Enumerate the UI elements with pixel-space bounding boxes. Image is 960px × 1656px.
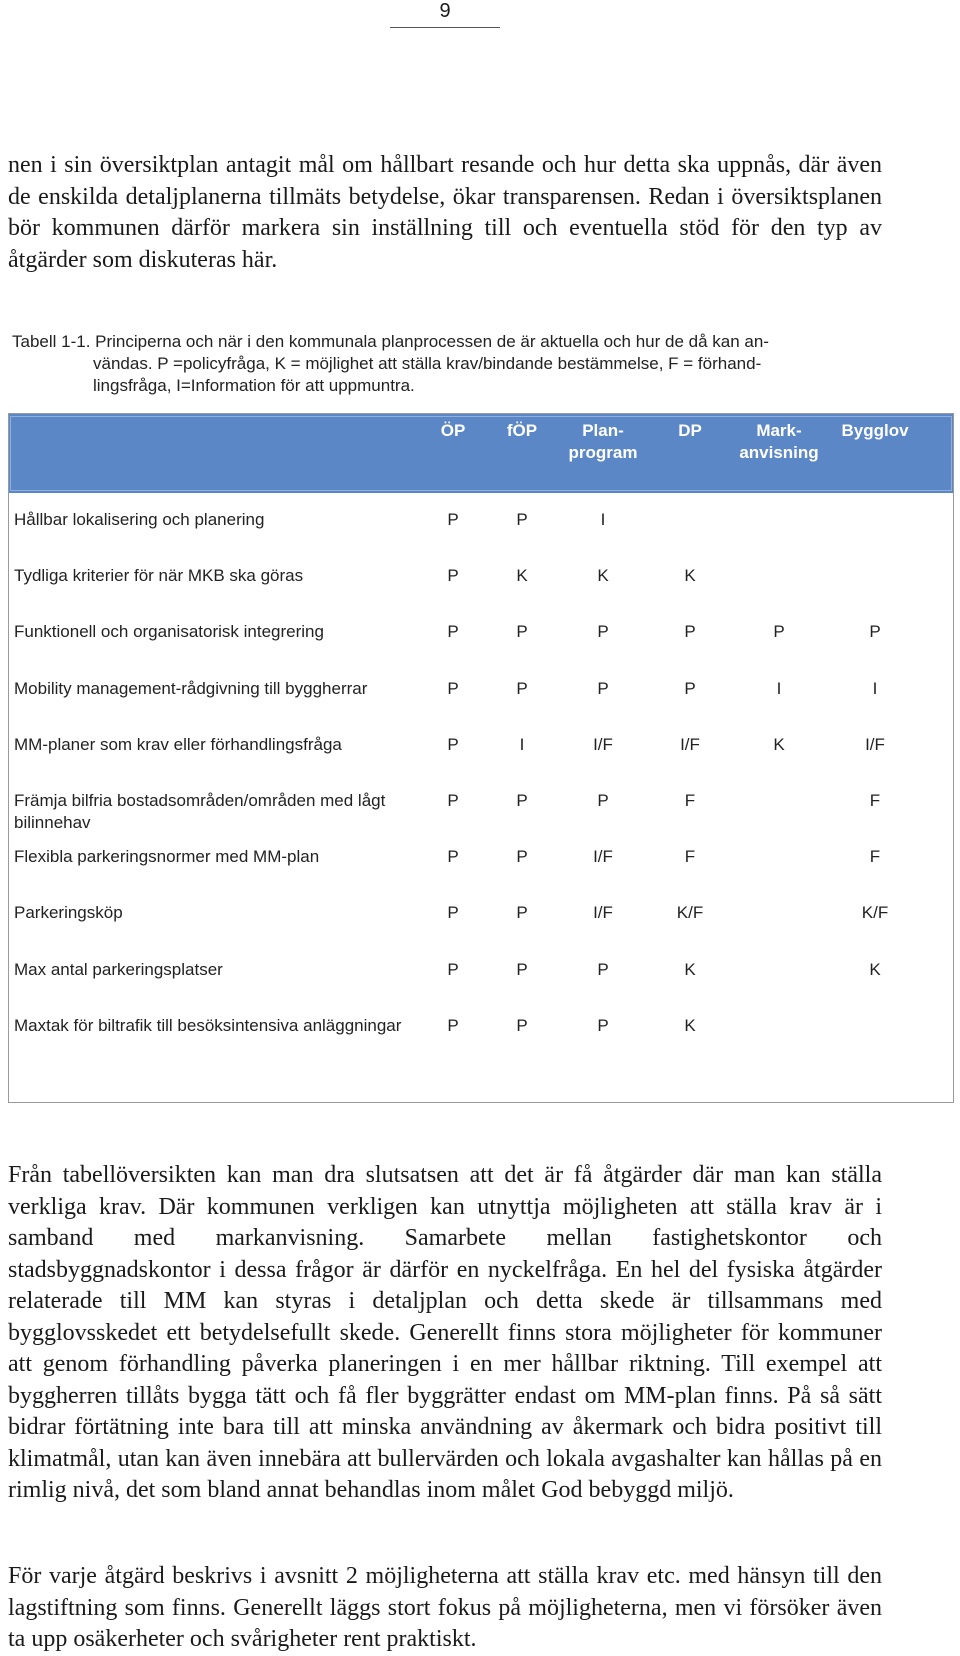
row-value-col-3: I/F bbox=[593, 903, 613, 923]
row-value-col-4: I/F bbox=[680, 734, 700, 754]
table-row bbox=[9, 605, 953, 662]
row-value-col-6: I/F bbox=[865, 734, 885, 754]
row-value-col-3: P bbox=[597, 622, 609, 642]
table-header bbox=[9, 414, 953, 493]
row-value-col-1: P bbox=[447, 959, 459, 979]
row-value-col-6: F bbox=[869, 791, 881, 810]
table-row bbox=[9, 549, 953, 606]
row-label: Max antal parkeringsplatser bbox=[14, 959, 223, 979]
table-row bbox=[9, 662, 953, 719]
page-number-rule bbox=[390, 27, 500, 28]
row-value-col-1: P bbox=[447, 903, 459, 923]
row-value-col-5: I bbox=[776, 678, 782, 698]
row-value-col-2: P bbox=[516, 510, 528, 529]
row-value-col-4: F bbox=[684, 791, 696, 810]
row-value-col-4: P bbox=[684, 622, 696, 642]
body-paragraph-text: Från tabellöversikten kan man dra slutsatsen att det är få åtgärder där man kan ställa verkliga krav. Där kommunen verkligen kan utnyttja möjligheten att ställa krav är i samband med markanvisning. Samarbete mellan fastighetskontor och stadsbyggnadskontor i dessa frågor är därför en nyckelfråga. En hel del fysiska åtgärder relaterade till MM kan styras i detaljplan och detta skede är tillsammans med bygglovsskedet ett betydelsefullt skede. Generellt finns stora möjligheter för kommuner att genom förhandling påverka planeringen i en mer hållbar riktning. Till exempel att byggherren tillåts bygga tätt och få fler byggrätter endast om MM-plan finns. På så sätt bidrar förtätning inte bara till att minska användning av åkermark och bidra positivt till klimatmål, utan kan även innebära att bullervärden och lokala avgashalter kan hållas på en rimlig nivå, det som bland annat behandlas inom målet God bebyggd miljö. bbox=[8, 1162, 882, 1503]
row-value-col-2: P bbox=[516, 1015, 528, 1035]
row-label: Flexibla parkeringsnormer med MM-plan bbox=[14, 847, 320, 867]
row-value-col-5: P bbox=[773, 622, 785, 642]
row-label: Främja bilfria bostadsområden/områden med lågt bilinnehav bbox=[14, 791, 386, 832]
caption-line-2: vändas. P =policyfråga, K = möjlighet att ställa krav/bindande bestämmelse, F = förhand- bbox=[93, 354, 762, 373]
row-value-col-4: F bbox=[684, 847, 696, 867]
column-header-1: ÖP bbox=[440, 421, 466, 440]
row-value-col-6: F bbox=[869, 847, 881, 867]
caption-line-1: Tabell 1-1. Principerna och när i den kommunala planprocessen de är aktuella och hur de då kan an- bbox=[12, 332, 769, 351]
row-value-col-3: P bbox=[597, 791, 609, 810]
column-header-3: Plan- program bbox=[568, 421, 638, 462]
closing-paragraph bbox=[8, 1561, 882, 1656]
row-value-col-3: I bbox=[600, 510, 606, 529]
table-row bbox=[9, 718, 953, 775]
row-value-col-2: I bbox=[519, 734, 525, 754]
row-value-col-2: P bbox=[516, 622, 528, 642]
row-value-col-2: K bbox=[516, 566, 528, 586]
row-value-col-3: P bbox=[597, 1015, 609, 1035]
body-paragraph bbox=[8, 1160, 882, 1507]
page-number: 9 bbox=[439, 0, 451, 22]
row-label: Funktionell och organisatorisk integrering bbox=[14, 622, 324, 642]
row-value-col-6: K bbox=[869, 959, 881, 979]
row-value-col-3: I/F bbox=[593, 847, 613, 867]
row-value-col-1: P bbox=[447, 791, 459, 810]
column-header-4: DP bbox=[678, 421, 702, 440]
intro-paragraph-text: nen i sin översiktplan antagit mål om hållbart resande och hur detta ska uppnås, där även de enskilda detaljplanerna tillmäts betydelse, ökar transparensen. Redan i översiktsplanen bör kommunen därför markera sin inställning till och eventuella stöd för den typ av åtgärder som diskuteras här. bbox=[8, 152, 882, 273]
row-value-col-1: P bbox=[447, 734, 459, 754]
row-value-col-1: P bbox=[447, 1015, 459, 1035]
table-row bbox=[9, 493, 953, 550]
row-label: Mobility management-rådgivning till byggherrar bbox=[14, 678, 368, 698]
row-value-col-2: P bbox=[516, 847, 528, 867]
row-value-col-6: P bbox=[869, 622, 881, 642]
column-header-5: Mark- anvisning bbox=[739, 421, 819, 462]
column-header-2: fÖP bbox=[506, 421, 538, 440]
caption-line-3: lingsfråga, I=Information för att uppmuntra. bbox=[93, 376, 415, 395]
table-caption bbox=[12, 331, 882, 397]
row-value-col-3: I/F bbox=[593, 734, 613, 754]
row-value-col-4: K/F bbox=[676, 903, 704, 923]
row-value-col-4: P bbox=[684, 678, 696, 698]
row-value-col-3: K bbox=[597, 566, 609, 586]
principles-table bbox=[8, 413, 954, 1103]
row-value-col-2: P bbox=[516, 903, 528, 923]
row-value-col-1: P bbox=[447, 622, 459, 642]
row-value-col-3: P bbox=[597, 959, 609, 979]
table-row bbox=[9, 830, 953, 887]
row-value-col-1: P bbox=[447, 510, 459, 529]
row-label: Tydliga kriterier för när MKB ska göras bbox=[14, 566, 304, 586]
row-value-col-2: P bbox=[516, 678, 528, 698]
row-value-col-6: I bbox=[872, 678, 878, 698]
row-label: Maxtak för biltrafik till besöksintensiva anläggningar bbox=[14, 1015, 402, 1035]
table-row bbox=[9, 774, 953, 831]
intro-paragraph bbox=[8, 150, 882, 276]
row-value-col-4: K bbox=[684, 566, 696, 586]
row-label: Parkeringsköp bbox=[14, 903, 123, 923]
row-label: MM-planer som krav eller förhandlingsfråga bbox=[14, 734, 342, 754]
row-value-col-4: K bbox=[684, 959, 696, 979]
row-label: Hållbar lokalisering och planering bbox=[14, 510, 265, 529]
row-value-col-2: P bbox=[516, 959, 528, 979]
table-row bbox=[9, 943, 953, 1000]
row-value-col-4: K bbox=[684, 1015, 696, 1035]
row-value-col-5: K bbox=[773, 734, 785, 754]
closing-paragraph-text: För varje åtgärd beskrivs i avsnitt 2 möjligheterna att ställa krav etc. med hänsyn till den lagstiftning som finns. Generellt läggs stort fokus på möjligheterna, men vi försöker även ta upp osäkerheter och svårigheter rent praktiskt. bbox=[8, 1563, 882, 1652]
table-row bbox=[9, 999, 953, 1056]
row-value-col-3: P bbox=[597, 678, 609, 698]
row-value-col-6: K/F bbox=[861, 903, 889, 923]
row-value-col-2: P bbox=[516, 791, 528, 810]
row-value-col-1: P bbox=[447, 847, 459, 867]
row-value-col-1: P bbox=[447, 678, 459, 698]
column-header-6: Bygglov bbox=[841, 421, 909, 440]
row-value-col-1: P bbox=[447, 566, 459, 586]
table-row bbox=[9, 886, 953, 943]
